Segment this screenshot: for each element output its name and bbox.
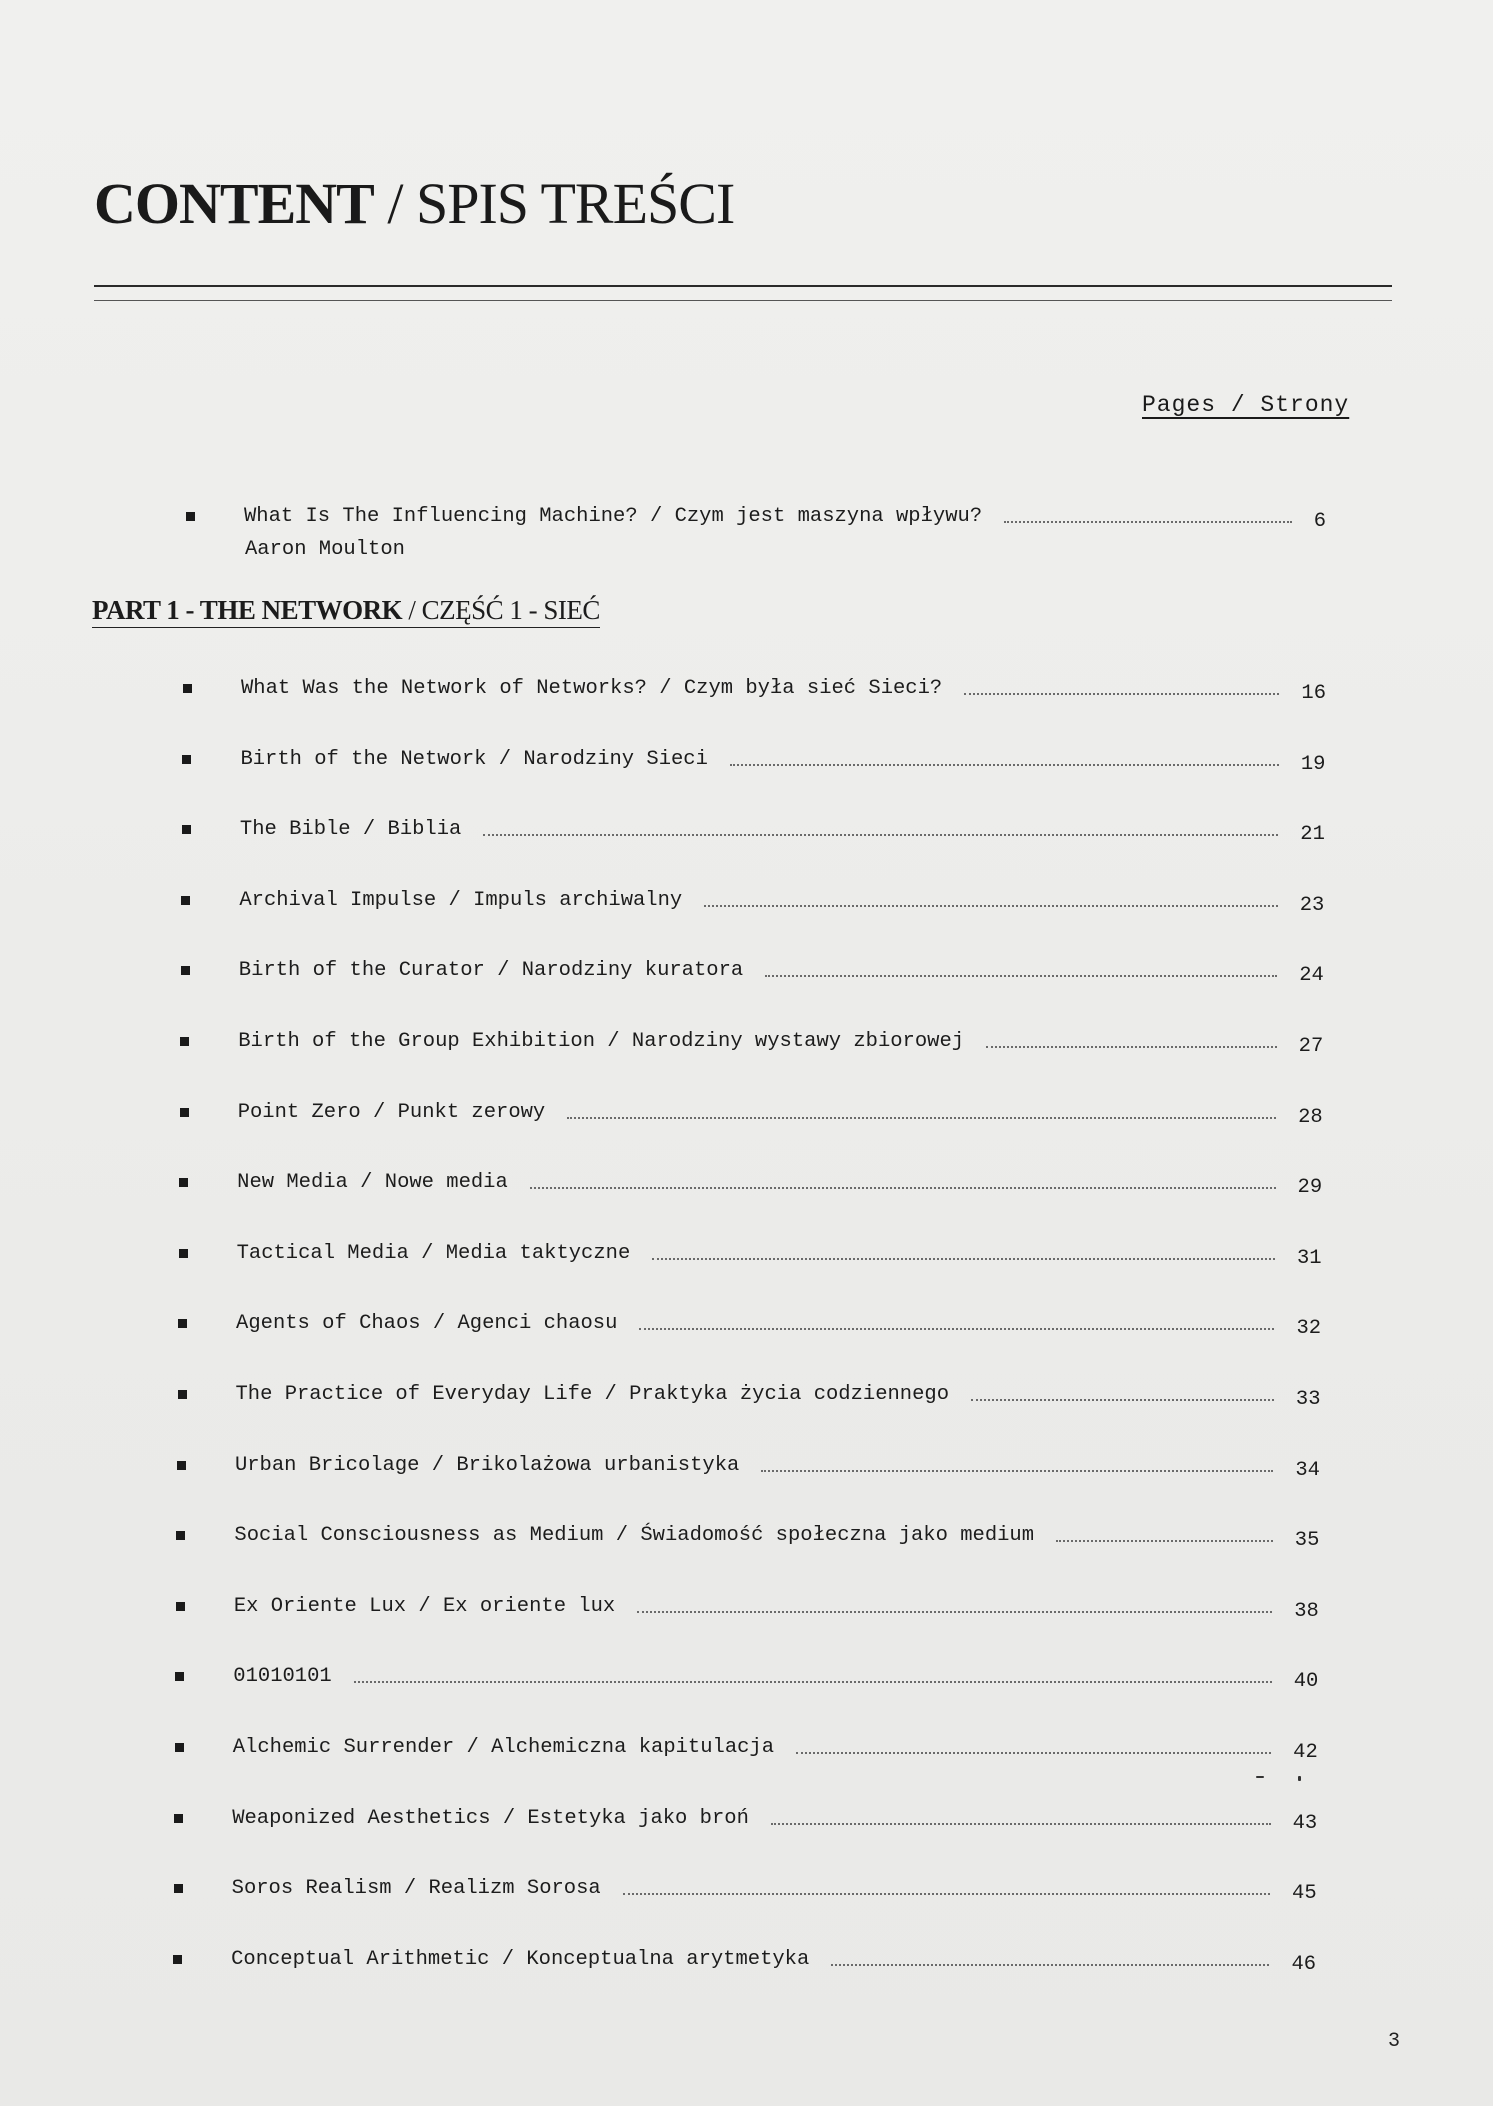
toc-entry[interactable] [176, 1595, 1331, 1629]
toc-entry-label: Point Zero / Punkt zerowy [237, 1100, 546, 1124]
toc-entry[interactable] [182, 818, 1337, 852]
toc-entry-page: 34 [1295, 1458, 1320, 1482]
toc-entry-label: What Was the Network of Networks? / Czym była sieć Sieci? [241, 677, 943, 700]
bullet-icon [181, 896, 190, 905]
toc-entry-page: 6 [1313, 510, 1326, 533]
bullet-icon [182, 825, 191, 834]
toc-entry-label: Alchemic Surrender / Alchemiczna kapitulacja [232, 1736, 775, 1759]
title-polish: / SPIS TREŚCI [373, 171, 735, 236]
dot-leader [639, 1328, 1274, 1330]
dot-leader [730, 764, 1279, 766]
toc-entry[interactable] [174, 1877, 1329, 1911]
toc-entry[interactable] [180, 1101, 1335, 1135]
dot-leader [771, 1823, 1271, 1825]
toc-entry[interactable] [181, 959, 1336, 993]
toc-entry-label: 01010101 [233, 1665, 332, 1689]
bullet-icon [174, 1814, 183, 1823]
intro-author: Aaron Moulton [245, 538, 405, 561]
toc-entry[interactable] [173, 1948, 1328, 1982]
pages-column-header: Pages / Strony [1142, 392, 1350, 418]
toc-entry[interactable] [180, 1030, 1335, 1064]
toc-entry[interactable] [179, 1242, 1334, 1276]
section-heading-english: PART 1 - THE NETWORK [92, 595, 403, 625]
toc-entry[interactable] [174, 1807, 1329, 1841]
toc-entry-label: The Practice of Everyday Life / Praktyka życia codziennego [235, 1383, 950, 1406]
title-english: CONTENT [94, 171, 374, 236]
dot-leader [796, 1752, 1271, 1754]
toc-entry[interactable] [183, 677, 1338, 711]
toc-entry-page: 31 [1296, 1246, 1322, 1270]
dot-leader [986, 1046, 1277, 1048]
toc-entry-label: Tactical Media / Media taktyczne [236, 1241, 631, 1265]
bullet-icon [180, 1037, 189, 1046]
toc-entry[interactable] [178, 1383, 1333, 1417]
bullet-icon [178, 1319, 187, 1328]
toc-entry[interactable] [175, 1736, 1330, 1770]
page-number: 3 [1388, 2030, 1401, 2053]
toc-entry-label: Conceptual Arithmetic / Konceptualna arytmetyka [231, 1947, 810, 1971]
bullet-icon [178, 1390, 187, 1399]
toc-entry[interactable] [181, 889, 1336, 923]
page-title [94, 170, 734, 237]
section-heading-polish: / CZĘŚĆ 1 - SIEĆ [402, 595, 600, 625]
toc-entry-page: 29 [1297, 1176, 1323, 1200]
toc-entry-label: Social Consciousness as Medium / Świadomość społeczna jako medium [234, 1524, 1035, 1548]
toc-entry-label: Soros Realism / Realizm Sorosa [231, 1877, 601, 1901]
dot-leader [971, 1399, 1274, 1401]
toc-entry-page: 43 [1292, 1811, 1318, 1835]
toc-entry-intro[interactable] [186, 505, 1338, 539]
bullet-icon [176, 1531, 185, 1540]
toc-entry-page: 28 [1298, 1105, 1323, 1129]
toc-entry-page: 42 [1293, 1741, 1318, 1764]
dot-leader [652, 1258, 1275, 1260]
title-rule-thick [94, 285, 1392, 287]
toc-entry-label: Weaponized Aesthetics / Estetyka jako broń [232, 1806, 749, 1830]
toc-entry-label: Ex Oriente Lux / Ex oriente lux [233, 1594, 616, 1618]
toc-entry-page: 24 [1299, 964, 1324, 988]
toc-entry-page: 23 [1299, 893, 1325, 917]
scan-speck [1298, 1776, 1301, 1781]
bullet-icon [186, 512, 195, 521]
toc-entry-label: Archival Impulse / Impuls archiwalny [239, 888, 683, 912]
section-heading-part-1 [92, 595, 600, 628]
dot-leader [964, 693, 1279, 695]
toc-entry[interactable] [179, 1171, 1334, 1205]
dot-leader [1056, 1540, 1273, 1542]
toc-entry-label: Birth of the Group Exhibition / Narodziny wystawy zbiorowej [238, 1030, 965, 1053]
bullet-icon [183, 684, 192, 693]
dot-leader [761, 1470, 1273, 1472]
toc-entry-page: 19 [1300, 752, 1326, 776]
toc-entry-page: 21 [1300, 823, 1325, 847]
toc-entry-label: Urban Bricolage / Brikolażowa urbanistyka [234, 1453, 740, 1477]
dot-leader [530, 1187, 1276, 1189]
dot-leader [704, 905, 1278, 907]
bullet-icon [175, 1743, 184, 1752]
toc-entry-page: 40 [1293, 1670, 1319, 1694]
toc-entry-label: Agents of Chaos / Agenci chaosu [236, 1312, 618, 1336]
scan-speck [1256, 1776, 1264, 1778]
toc-entry-page: 35 [1294, 1529, 1320, 1553]
bullet-icon [176, 1602, 185, 1611]
toc-entry-page: 33 [1295, 1388, 1321, 1411]
toc-entry[interactable] [178, 1312, 1333, 1346]
toc-entry[interactable] [175, 1665, 1330, 1699]
dot-leader [354, 1681, 1272, 1683]
bullet-icon [179, 1178, 188, 1187]
dot-leader [831, 1964, 1269, 1966]
toc-entry-label: Birth of the Curator / Narodziny kuratora [238, 959, 744, 983]
dot-leader [637, 1611, 1272, 1613]
toc-entry-page: 38 [1294, 1599, 1319, 1623]
toc-entry-page: 16 [1301, 682, 1326, 705]
toc-entry-page: 27 [1298, 1035, 1324, 1058]
dot-leader [1004, 521, 1292, 523]
toc-entry-label: New Media / Nowe media [237, 1171, 508, 1195]
bullet-icon [175, 1672, 184, 1681]
toc-entry-label: What Is The Influencing Machine? / Czym jest maszyna wpływu? [244, 505, 983, 528]
toc-entry[interactable] [182, 748, 1337, 782]
bullet-icon [177, 1461, 186, 1470]
toc-entry-label: Birth of the Network / Narodziny Sieci [240, 747, 708, 771]
bullet-icon [174, 1884, 183, 1893]
title-rule-thin [94, 300, 1392, 301]
bullet-icon [173, 1955, 182, 1964]
dot-leader [567, 1117, 1276, 1119]
bullet-icon [180, 1108, 189, 1117]
toc-entry-page: 45 [1292, 1882, 1317, 1906]
dot-leader [483, 834, 1278, 836]
toc-entry-page: 46 [1291, 1952, 1317, 1976]
toc-entry[interactable] [176, 1524, 1331, 1558]
toc-entry[interactable] [177, 1454, 1332, 1488]
dot-leader [623, 1893, 1270, 1895]
toc-entry-label: The Bible / Biblia [239, 818, 462, 842]
bullet-icon [181, 966, 190, 975]
toc-entry-page: 32 [1296, 1317, 1322, 1341]
dot-leader [765, 975, 1277, 977]
bullet-icon [182, 755, 191, 764]
bullet-icon [179, 1249, 188, 1258]
